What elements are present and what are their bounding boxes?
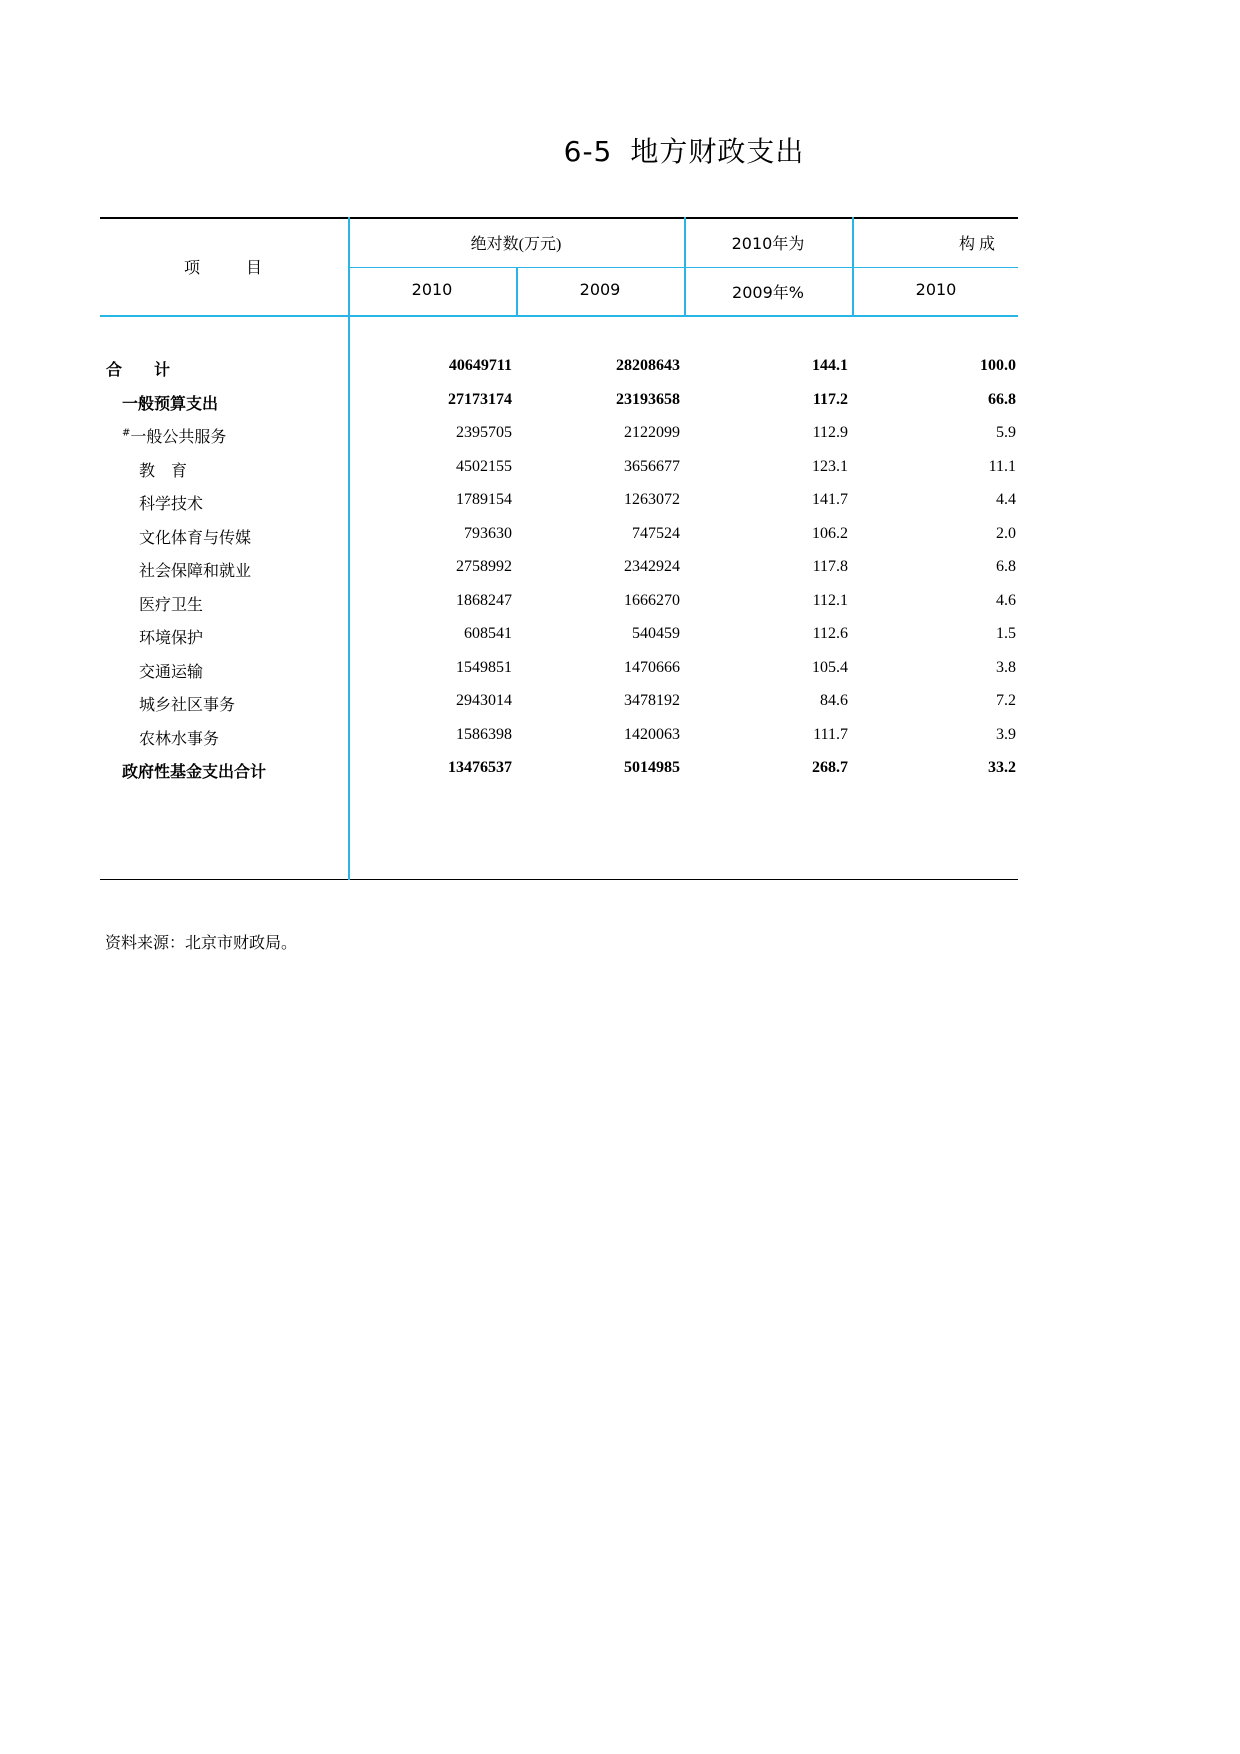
ratio-value: 141.7 (812, 491, 848, 508)
share-value: 100.0 (980, 357, 1016, 374)
value-2009: 2122099 (624, 424, 680, 441)
ratio-value: 268.7 (812, 759, 848, 776)
value-2009: 3656677 (624, 457, 680, 475)
value-2010: 1868247 (456, 591, 512, 609)
value-2010: 2943014 (456, 692, 512, 709)
table-row (100, 751, 1018, 788)
table-row (100, 550, 1018, 587)
table-top-rule (100, 217, 1018, 219)
row-label-text: 社会保障和就业 (139, 563, 252, 580)
row-label (139, 458, 187, 481)
row-label-text: 政府性基金支出合计 (122, 764, 267, 781)
ratio-value: 112.9 (812, 424, 848, 441)
value-2010: 1549851 (456, 658, 512, 676)
value-2009: 1420063 (624, 725, 680, 743)
value-2009: 747524 (632, 524, 680, 542)
table-row (100, 684, 1018, 721)
ratio-value: 117.2 (812, 390, 848, 408)
row-label-text: 一般公共服务 (130, 429, 227, 446)
value-2010: 793630 (464, 524, 512, 542)
value-2009: 1263072 (624, 491, 680, 508)
header-year-2010: 2010 (411, 280, 453, 299)
row-mark: # (122, 427, 131, 439)
table-row (100, 483, 1018, 520)
ratio-value: 112.1 (812, 591, 848, 609)
row-label-text: 文化体育与传媒 (139, 529, 252, 547)
table-row (100, 450, 1018, 487)
share-value: 11.1 (988, 457, 1016, 475)
row-label (139, 592, 203, 615)
table-row (100, 383, 1018, 420)
row-label (139, 625, 203, 648)
value-2010: 1586398 (456, 725, 512, 743)
share-value: 1.5 (996, 625, 1016, 642)
share-value: 3.9 (996, 725, 1016, 743)
title-number: 6-5 (563, 135, 613, 168)
row-label-text: 合 计 (106, 362, 171, 379)
row-label (122, 391, 218, 414)
share-value: 6.8 (996, 558, 1016, 575)
row-label (139, 692, 235, 715)
ratio-value: 105.4 (812, 658, 848, 676)
value-2010: 2395705 (456, 424, 512, 441)
table-row (100, 718, 1018, 755)
row-label-text: 城乡社区事务 (139, 697, 236, 714)
share-value: 4.4 (996, 491, 1016, 508)
table-row (100, 416, 1018, 453)
value-2009: 23193658 (616, 390, 680, 408)
value-2010: 27173174 (448, 390, 512, 408)
share-value: 7.2 (996, 692, 1016, 709)
value-2009: 5014985 (624, 759, 680, 776)
header-divider (348, 267, 1018, 268)
table-bottom-rule (100, 879, 1018, 880)
header-ratio-line2: 2009年% (732, 283, 804, 302)
source-note: 资料来源：北京市财政局。 (105, 935, 298, 952)
table-row (100, 349, 1018, 386)
value-2010: 1789154 (456, 491, 512, 508)
table-row (100, 584, 1018, 621)
ratio-value: 117.8 (812, 558, 848, 575)
header-item: 项 目 (183, 260, 265, 277)
page-title (0, 130, 1240, 170)
ratio-value: 84.6 (820, 692, 848, 709)
share-value: 5.9 (996, 424, 1016, 441)
row-label (106, 357, 170, 380)
title-text: 地方财政支出 (630, 135, 805, 168)
row-label-text: 医疗卫生 (139, 596, 204, 614)
row-label (139, 558, 251, 581)
value-2010: 2758992 (456, 558, 512, 575)
row-label-text: 交通运输 (139, 663, 204, 681)
share-value: 3.8 (996, 658, 1016, 676)
header-structure-2010: 2010 (915, 280, 957, 299)
expenditure-table (100, 217, 1018, 880)
row-label-text: 一般预算支出 (122, 395, 219, 413)
row-label (122, 424, 226, 447)
row-label (139, 659, 203, 682)
row-label-text: 教 育 (139, 462, 188, 480)
value-2009: 1470666 (624, 658, 680, 676)
row-label-text: 农林水事务 (139, 730, 220, 748)
share-value: 2.0 (996, 524, 1016, 542)
value-2010: 40649711 (448, 357, 512, 374)
header-bottom-rule (100, 315, 1018, 317)
table-row (100, 651, 1018, 688)
share-value: 66.8 (988, 390, 1016, 408)
value-2009: 28208643 (616, 357, 680, 374)
ratio-value: 144.1 (812, 357, 848, 374)
header-ratio-line1: 2010年为 (731, 234, 805, 253)
value-2010: 608541 (464, 625, 512, 642)
row-label (122, 759, 266, 782)
share-value: 4.6 (996, 591, 1016, 609)
value-2010: 13476537 (448, 759, 512, 776)
row-label-text: 环境保护 (139, 630, 204, 647)
ratio-value: 111.7 (813, 725, 848, 743)
header-absolute-group: 绝对数(万元) (470, 236, 562, 253)
header-structure-group: 构 成 (958, 236, 995, 253)
row-label (139, 491, 203, 514)
value-2009: 1666270 (624, 591, 680, 609)
table-row (100, 517, 1018, 554)
value-2009: 2342924 (624, 558, 680, 575)
row-label-text: 科学技术 (139, 496, 204, 513)
ratio-value: 106.2 (812, 524, 848, 542)
row-label (139, 525, 251, 548)
row-label (139, 726, 219, 749)
value-2010: 4502155 (456, 457, 512, 475)
table-row (100, 617, 1018, 654)
header-year-2009: 2009 (579, 280, 621, 299)
ratio-value: 112.6 (812, 625, 848, 642)
value-2009: 540459 (632, 625, 680, 642)
value-2009: 3478192 (624, 692, 680, 709)
share-value: 33.2 (988, 759, 1016, 776)
ratio-value: 123.1 (812, 457, 848, 475)
